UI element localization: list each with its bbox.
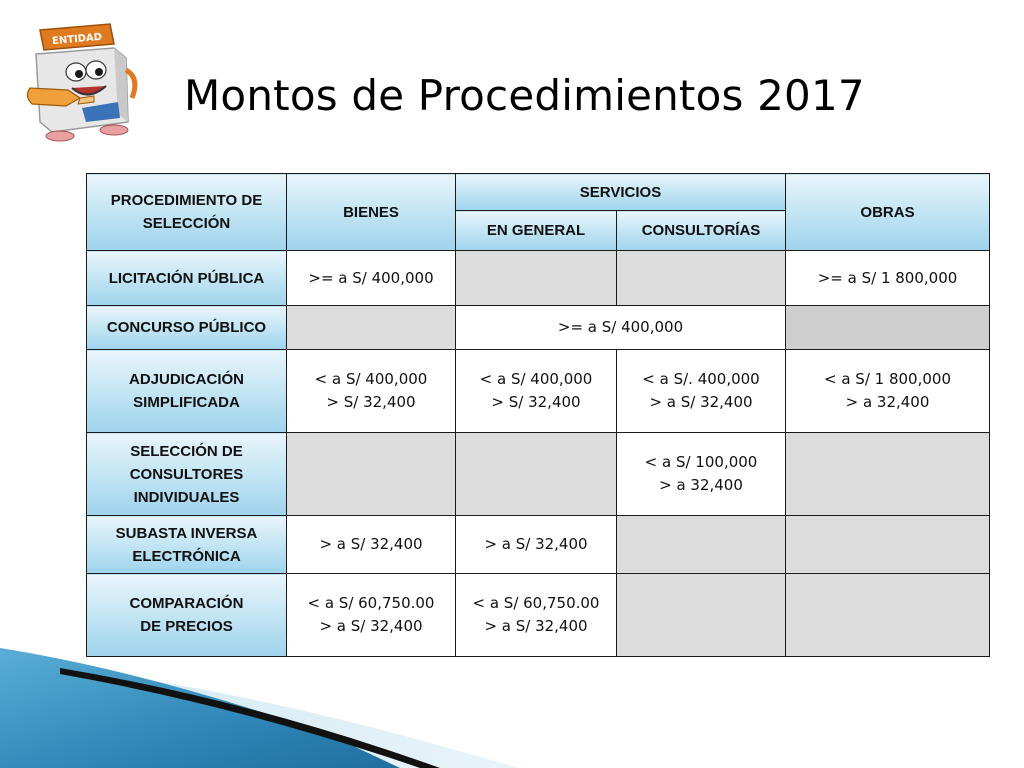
- cell-obras: [786, 251, 990, 306]
- table-row: [87, 251, 990, 306]
- cell-line: >= a S/ 400,000: [308, 268, 434, 287]
- header-obras: OBRAS: [786, 174, 990, 251]
- cell-obras: [786, 350, 990, 433]
- header-procedimiento-line: PROCEDIMIENTO DE: [110, 192, 263, 209]
- cell-not-applicable: [786, 306, 990, 350]
- cell-not-applicable: [786, 433, 990, 516]
- cell-line: < a S/ 400,000: [314, 370, 428, 388]
- row-label-line: SUBASTA INVERSA: [115, 524, 258, 542]
- cell-not-applicable: [786, 516, 990, 574]
- cell-not-applicable: [456, 251, 617, 306]
- row-label-line: INDIVIDUALES: [133, 488, 240, 506]
- row-label: [87, 251, 287, 306]
- cell-line: < a S/. 400,000: [642, 370, 760, 388]
- row-label-line: DE PRECIOS: [140, 618, 233, 635]
- row-label-line: LICITACIÓN PÚBLICA: [108, 269, 265, 287]
- cell-en-general: [456, 574, 617, 657]
- cell-line: < a S/ 400,000: [479, 370, 593, 388]
- cell-not-applicable: [287, 433, 456, 516]
- cell-not-applicable: [786, 574, 990, 657]
- cell-line: < a S/ 1 800,000: [824, 370, 951, 388]
- cell-servicios: [456, 306, 786, 350]
- cell-line: < a S/ 100,000: [644, 453, 758, 471]
- cell-en-general: [456, 516, 617, 574]
- row-label-line: SELECCIÓN DE: [130, 442, 243, 460]
- row-label-line: ADJUDICACIÓN: [128, 371, 244, 388]
- table-row: [87, 350, 990, 433]
- table-row: [87, 306, 990, 350]
- cell-line: > a 32,400: [659, 476, 743, 494]
- cell-not-applicable: [456, 433, 617, 516]
- page-title: Montos de Procedimientos 2017: [184, 71, 865, 120]
- cell-line: < a S/ 60,750.00: [472, 594, 600, 612]
- logo-badge-text: ENTIDAD: [51, 31, 103, 48]
- table-row: [87, 574, 990, 657]
- row-label: [87, 574, 287, 657]
- row-label: [87, 306, 287, 350]
- header-en-general: EN GENERAL: [456, 211, 617, 251]
- cell-bienes: [287, 350, 456, 433]
- cell-not-applicable: [617, 574, 786, 657]
- row-label: [87, 350, 287, 433]
- header-bienes: BIENES: [287, 174, 456, 251]
- cell-line: > a 32,400: [845, 393, 930, 411]
- cell-not-applicable: [287, 306, 456, 350]
- header-procedimiento: [87, 174, 287, 251]
- cell-line: >= a S/ 400,000: [557, 318, 684, 336]
- cell-line: > a S/ 32,400: [319, 617, 423, 635]
- row-label-line: ELECTRÓNICA: [132, 547, 241, 565]
- cell-line: > a S/ 32,400: [484, 617, 588, 635]
- cell-consultorias: [617, 350, 786, 433]
- cell-consultorias: [617, 433, 786, 516]
- cell-line: > S/ 32,400: [491, 393, 581, 411]
- cell-bienes: [287, 516, 456, 574]
- header-procedimiento-line: SELECCIÓN: [142, 215, 231, 232]
- cell-not-applicable: [617, 516, 786, 574]
- cell-line: > S/ 32,400: [326, 393, 416, 411]
- cell-line: < a S/ 60,750.00: [307, 594, 435, 612]
- row-label-line: COMPARACIÓN: [129, 595, 244, 612]
- cell-line: > a S/ 32,400: [319, 535, 423, 553]
- cell-line: >= a S/ 1 800,000: [817, 268, 958, 287]
- cell-line: > a S/ 32,400: [484, 535, 588, 553]
- procedures-table: [86, 173, 990, 657]
- header-consultorias: CONSULTORÍAS: [617, 211, 786, 251]
- header-servicios: SERVICIOS: [456, 174, 786, 211]
- row-label-line: CONCURSO PÚBLICO: [106, 319, 267, 336]
- row-label: [87, 433, 287, 516]
- table-row: [87, 516, 990, 574]
- row-label-line: SIMPLIFICADA: [133, 394, 240, 411]
- row-label-line: CONSULTORES: [129, 465, 244, 483]
- cell-en-general: [456, 350, 617, 433]
- table-row: [87, 433, 990, 516]
- row-label: [87, 516, 287, 574]
- cell-bienes: [287, 251, 456, 306]
- cell-bienes: [287, 574, 456, 657]
- cell-not-applicable: [617, 251, 786, 306]
- cell-line: > a S/ 32,400: [649, 393, 753, 411]
